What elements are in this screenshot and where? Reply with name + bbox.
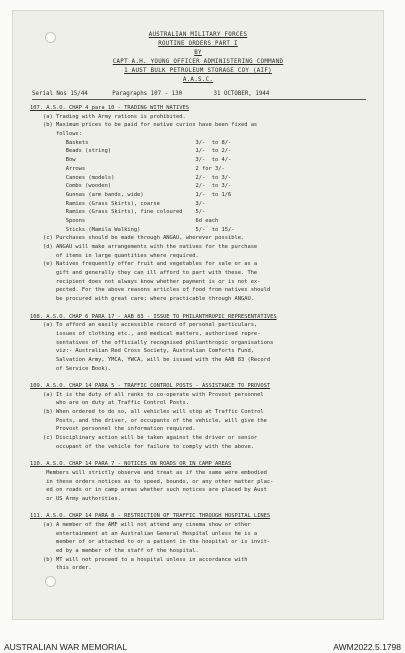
blank-line xyxy=(30,452,380,461)
body-line: (b) MT will not proceed to a hospital unless in accordance with xyxy=(30,556,248,563)
header-line-3: BY xyxy=(194,50,202,56)
body-line: follows: xyxy=(30,131,82,138)
body-line: 109. A.S.O. CHAP 14 PARA 5 - TRAFFIC CONTROL POSTS - ASSISTANCE TO PROVOST xyxy=(30,383,271,389)
body-line: Arrows 2 for 3/- xyxy=(30,165,225,172)
blank-line xyxy=(30,504,380,513)
body-line: Ramies (Grass Skirts), fine coloured 5/- xyxy=(30,209,206,216)
body-line: Members will strictly observe and treat as if the same were embodied xyxy=(30,469,267,476)
body-line: Beads (string) 1/- to 2/- xyxy=(30,148,232,155)
body-line: gift and generally they can ill afford to part with these. The xyxy=(30,270,258,277)
body-line: (b) Maximum prices to be paid for native curios have been fixed as xyxy=(30,122,258,129)
header-line-1: AUSTRALIAN MILITARY FORCES xyxy=(148,32,248,38)
header-line-2: ROUTINE ORDERS PART I xyxy=(158,41,238,47)
body-line: Bow 3/- to 4/- xyxy=(30,157,232,164)
body-line: Sticks (Mamila Walking) 5/- to 15/- xyxy=(30,226,235,233)
body-line: (a) It is the duty of all ranks to co-operate with Provost personnel xyxy=(30,391,264,398)
header-line-6: A.A.S.C. xyxy=(182,77,214,83)
body-line: pected. For the above reasons articles of food from natives should xyxy=(30,287,271,294)
body-line: (d) ANGAU will make arrangements with the natives for the purchase xyxy=(30,244,258,250)
body-line: member of or attached to or a patient in the hospital or is invit- xyxy=(30,539,271,546)
body-line: recipient does not always know whether payment is or is not ex- xyxy=(30,278,261,285)
body-line: 107. A.S.O. CHAP 4 para 10 - TRADING WITH NATIVES xyxy=(30,105,190,111)
body-line: entertainment at an Australian General Hospital unless he is a xyxy=(30,530,258,537)
body-line: (c) Disciplinary action will be taken against the driver or senior xyxy=(30,435,258,442)
body-line: ed on roads or in camp areas whether such notices are placed by Aust xyxy=(30,487,267,494)
footer-source: AUSTRALIAN WAR MEMORIAL xyxy=(4,642,127,652)
body-line: Gunnas (arm bands, wide) 1/- to 1/6 xyxy=(30,191,232,198)
body-line: occupant of the vehicle for failure to comply with the above. xyxy=(30,443,254,450)
serial-line: Serial Nos 15/44 Paragraphs 107 - 130 31 OCTOBER, 1944 xyxy=(32,91,270,97)
body-line: Baskets 3/- to 8/- xyxy=(30,139,232,146)
body-line: (b) When ordered to do so, all vehicles will stop at Traffic Control xyxy=(30,409,264,416)
body-line: sentatives of the officially recognised philanthropic organisations xyxy=(30,339,274,346)
orders-body xyxy=(30,104,380,573)
body-line: (a) A member of the AMF will not attend any cinema show or other xyxy=(30,522,251,528)
body-line: Salvation Army, YMCA, YWCA, will be issued with the AAB 83 (Record xyxy=(30,356,271,363)
header-line-4: CAPT A.H. YOUNG OFFICER ADMINISTERING COMMAND xyxy=(112,59,284,65)
body-line: (e) Natives frequently offer fruit and vegetables for sale or as a xyxy=(30,261,258,268)
body-line: viz:- Australian Red Cross Society, Australian Comforts Fund, xyxy=(30,348,254,355)
header-rule xyxy=(32,99,366,100)
header-line-5: 1 AUST BULK PETROLEUM STORAGE COY (AIF) xyxy=(124,68,272,74)
body-line: 110. A.S.O. CHAP 14 PARA 7 - NOTICES ON ROADS OR IN CAMP AREAS xyxy=(30,461,232,468)
body-line: 111. A.S.O. CHAP 14 PARA 8 - RESTRICTION OF TRAFFIC THROUGH HOSPITAL LINES xyxy=(30,513,271,520)
body-line: Canoes (models) 2/- to 3/- xyxy=(30,174,232,181)
punch-hole xyxy=(45,576,56,587)
body-line: ed by a member of the staff of the hospital. xyxy=(30,548,199,555)
body-line: be procured with great care; where practicable through ANGAU. xyxy=(30,296,254,303)
body-line: (a) To afford an easily accessible record of personal particulars, xyxy=(30,322,258,329)
footer-id: AWM2022.5.1798 xyxy=(333,642,401,652)
body-line: Combs (wooden) 2/- to 3/- xyxy=(30,183,232,190)
body-line: in these orders notices as to speed, bounds, or any other matter plac- xyxy=(30,478,274,485)
body-line: (c) Purchases should be made through ANGAU, wherever possible. xyxy=(30,235,245,242)
body-line: Provost personnel the information required. xyxy=(30,426,196,433)
body-line: issues of clothing etc., and medical matters, authorised repre- xyxy=(30,330,261,337)
body-line: of Service Book). xyxy=(30,365,112,372)
body-line: who are on duty at Traffic Control Posts. xyxy=(30,400,190,407)
body-line: 108. A.S.O. CHAP 6 PARA 17 - AAB 83 - ISSUE TO PHILANTHROPIC REPRESENTATIVES xyxy=(30,313,277,320)
body-line: (a) Trading with Army rations is prohibited. xyxy=(30,113,186,120)
blank-line xyxy=(30,304,380,313)
body-line: Spoons 6d each xyxy=(30,217,219,224)
footer xyxy=(0,636,405,653)
body-line: of items in large quantities where required. xyxy=(30,252,199,259)
body-line: Ramies (Grass Skirts), coarse 3/- xyxy=(30,200,206,207)
body-line: Posts, and the driver, or occupants of the vehicle, will give the xyxy=(30,417,267,424)
body-line: this order. xyxy=(30,565,92,572)
blank-line xyxy=(30,373,380,382)
body-line: or US Army authorities. xyxy=(30,495,121,502)
